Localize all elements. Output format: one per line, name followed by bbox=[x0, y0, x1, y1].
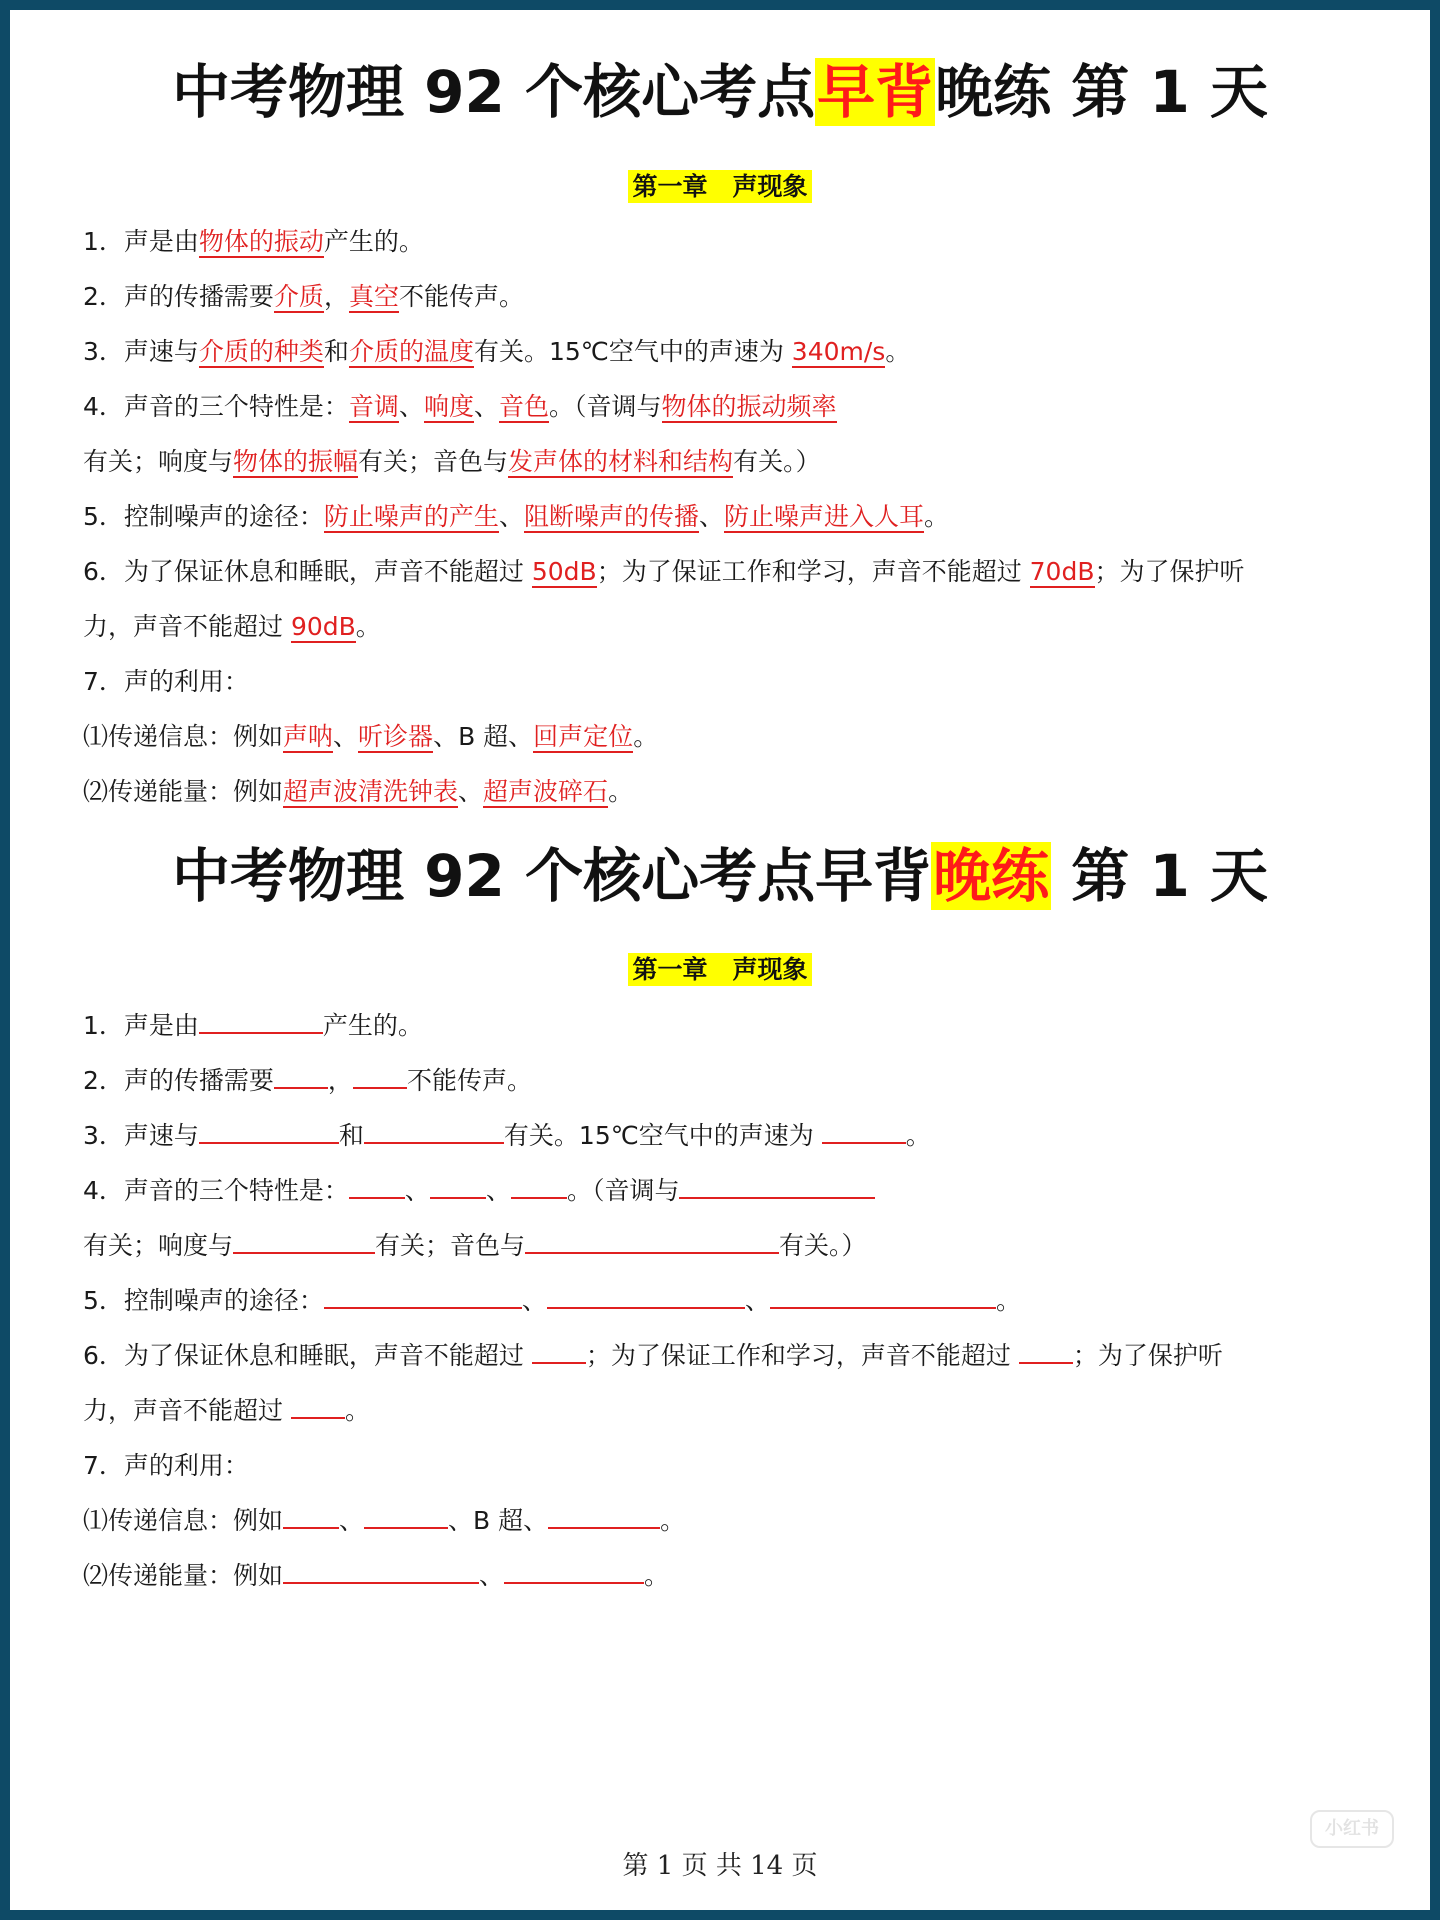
title-text-end: 晚练 第 1 天 bbox=[935, 58, 1269, 126]
answer: 响度 bbox=[423, 392, 474, 421]
fill-blank[interactable] bbox=[283, 1501, 339, 1529]
answer: 50dB bbox=[531, 557, 597, 586]
evening-title bbox=[10, 836, 1430, 916]
fill-blank[interactable] bbox=[274, 1061, 328, 1089]
title-text: 中考物理 92 个核心考点 bbox=[171, 58, 816, 126]
fill-blank[interactable] bbox=[532, 1336, 586, 1364]
answer: 回声定位 bbox=[533, 722, 634, 751]
evening-chapter-heading: 第一章 声现象 bbox=[10, 951, 1430, 992]
worksheet-page bbox=[10, 10, 1430, 1910]
fill-blank[interactable] bbox=[233, 1226, 375, 1254]
answer: 物体的振动 bbox=[198, 227, 324, 256]
morning-item-3: 3．声速与介质的种类和介质的温度有关。15℃空气中的声速为 340m/s。 bbox=[83, 337, 911, 366]
fill-blank[interactable] bbox=[525, 1226, 779, 1254]
evening-item-7-1: ⑴传递信息：例如 、 、B 超、 。 bbox=[83, 1501, 1383, 1541]
answer: 听诊器 bbox=[358, 722, 434, 751]
fill-blank[interactable] bbox=[199, 1116, 339, 1144]
answer: 音色 bbox=[498, 392, 549, 421]
title-text: 中考物理 92 个核心考点早背 bbox=[171, 842, 932, 910]
answer: 介质 bbox=[273, 282, 324, 311]
morning-item-1: 1．声是由物体的振动产生的。 bbox=[83, 227, 424, 256]
fill-blank[interactable] bbox=[283, 1556, 479, 1584]
morning-item-2: 2．声的传播需要介质，真空不能传声。 bbox=[83, 282, 524, 311]
evening-item-4: 4．声音的三个特性是： 、 、 。（音调与 bbox=[83, 1171, 1383, 1211]
watermark-logo: 小红书 bbox=[1310, 1810, 1394, 1848]
morning-item-7-2: ⑵传递能量：例如超声波清洗钟表、超声波碎石。 bbox=[83, 777, 634, 806]
answer: 介质的温度 bbox=[348, 337, 474, 366]
answer: 90dB bbox=[290, 612, 356, 641]
fill-blank[interactable] bbox=[548, 1501, 660, 1529]
morning-title bbox=[10, 52, 1430, 132]
fill-blank[interactable] bbox=[364, 1501, 448, 1529]
fill-blank[interactable] bbox=[353, 1061, 407, 1089]
answer: 音调 bbox=[348, 392, 399, 421]
answer: 防止噪声进入人耳 bbox=[723, 502, 924, 531]
answer: 超声波碎石 bbox=[483, 777, 609, 806]
title-highlight: 早背 bbox=[817, 58, 934, 126]
morning-item-4: 4．声音的三个特性是：音调、响度、音色。（音调与物体的振动频率 bbox=[83, 392, 837, 421]
answer: 超声波清洗钟表 bbox=[283, 777, 459, 806]
answer: 阻断噪声的传播 bbox=[523, 502, 699, 531]
evening-item-5: 5．控制噪声的途径： 、 、 。 bbox=[83, 1281, 1383, 1321]
morning-item-6-cont: 力，声音不能超过 90dB。 bbox=[83, 612, 381, 641]
fill-blank[interactable] bbox=[504, 1556, 644, 1584]
morning-item-5: 5．控制噪声的途径：防止噪声的产生、阻断噪声的传播、防止噪声进入人耳。 bbox=[83, 502, 950, 531]
fill-blank[interactable] bbox=[679, 1171, 875, 1199]
evening-item-7-2: ⑵传递能量：例如 、 。 bbox=[83, 1556, 1383, 1596]
fill-blank[interactable] bbox=[511, 1171, 567, 1199]
page-number-footer: 第 1 页 共 14 页 bbox=[622, 1851, 818, 1881]
morning-item-7: 7．声的利用： bbox=[83, 667, 249, 696]
fill-blank[interactable] bbox=[822, 1116, 906, 1144]
answer: 防止噪声的产生 bbox=[323, 502, 499, 531]
answer: 物体的振幅 bbox=[233, 447, 359, 476]
answer: 介质的种类 bbox=[198, 337, 324, 366]
answer: 物体的振动频率 bbox=[661, 392, 837, 421]
morning-chapter-heading: 第一章 声现象 bbox=[10, 168, 1430, 209]
title-highlight: 晚练 bbox=[933, 842, 1050, 910]
answer: 声呐 bbox=[283, 722, 334, 751]
title-text-end: 第 1 天 bbox=[1051, 842, 1269, 910]
fill-blank[interactable] bbox=[364, 1116, 504, 1144]
fill-blank[interactable] bbox=[291, 1391, 345, 1419]
answer: 发声体的材料和结构 bbox=[508, 447, 734, 476]
evening-item-1: 1．声是由 产生的。 bbox=[83, 1006, 1383, 1046]
answer: 真空 bbox=[348, 282, 399, 311]
evening-item-3: 3．声速与 和 有关。15℃空气中的声速为 。 bbox=[83, 1116, 1383, 1156]
morning-item-7-1: ⑴传递信息：例如声呐、听诊器、B 超、回声定位。 bbox=[83, 722, 659, 751]
fill-blank[interactable] bbox=[547, 1281, 745, 1309]
fill-blank[interactable] bbox=[324, 1281, 522, 1309]
answer: 340m/s bbox=[791, 337, 886, 366]
fill-blank[interactable] bbox=[349, 1171, 405, 1199]
morning-item-6: 6．为了保证休息和睡眠，声音不能超过 50dB；为了保证工作和学习，声音不能超过 70dB；为了保护听 bbox=[83, 557, 1245, 586]
fill-blank[interactable] bbox=[430, 1171, 486, 1199]
answer: 70dB bbox=[1029, 557, 1095, 586]
evening-item-2: 2．声的传播需要 ， 不能传声。 bbox=[83, 1061, 1383, 1101]
evening-item-7: 7．声的利用： bbox=[83, 1451, 249, 1480]
fill-blank[interactable] bbox=[199, 1006, 323, 1034]
fill-blank[interactable] bbox=[770, 1281, 996, 1309]
fill-blank[interactable] bbox=[1019, 1336, 1073, 1364]
morning-item-4-cont: 有关；响度与物体的振幅有关；音色与发声体的材料和结构有关。） bbox=[83, 447, 821, 476]
evening-item-6-cont: 力，声音不能超过 。 bbox=[83, 1391, 1383, 1431]
evening-item-4-cont: 有关；响度与 有关；音色与 有关。） bbox=[83, 1226, 1383, 1266]
evening-item-6: 6．为了保证休息和睡眠，声音不能超过 ；为了保证工作和学习，声音不能超过 ；为了保护听 bbox=[83, 1336, 1383, 1376]
